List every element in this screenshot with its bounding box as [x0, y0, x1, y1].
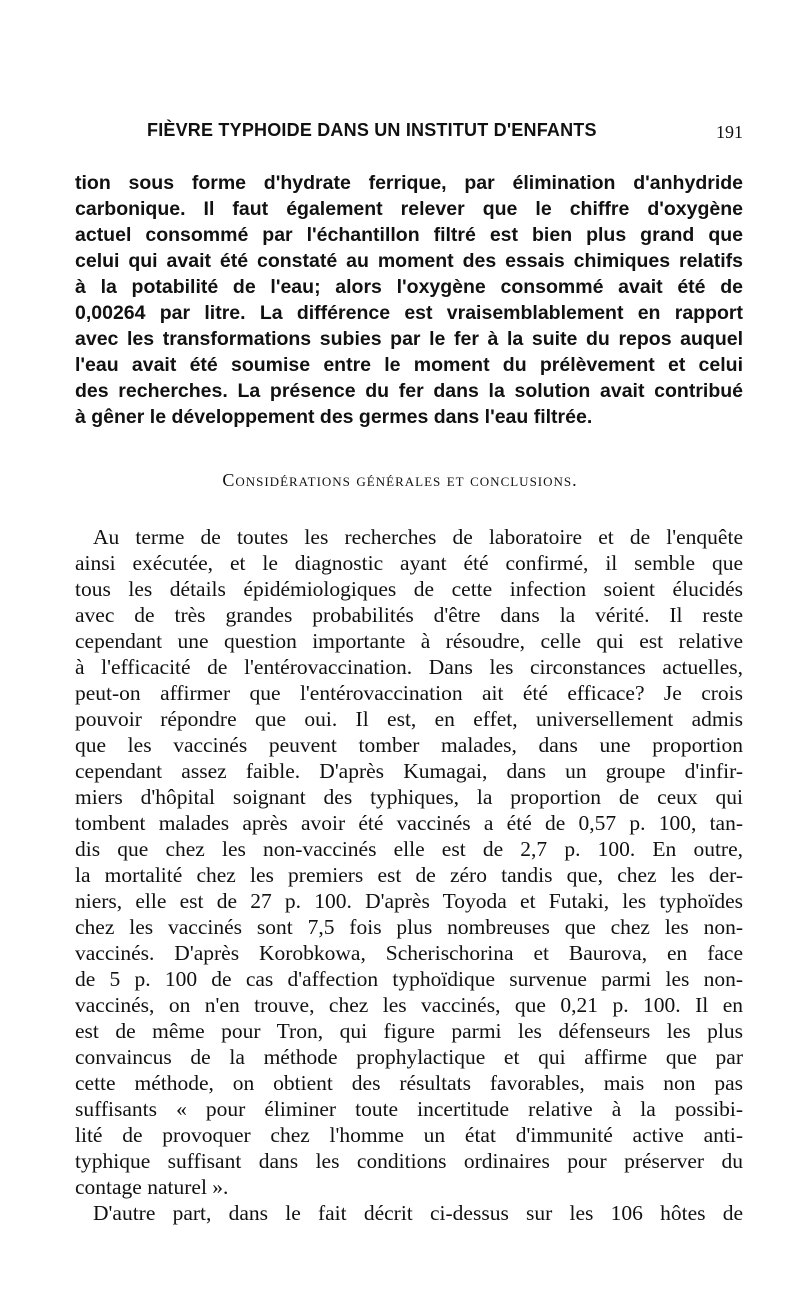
section-heading: Considérations générales et conclusions.	[222, 470, 578, 490]
paragraph-2-line: vaccinés. D'après Korobkowa, Scherischorina et Baurova, en face	[75, 941, 743, 965]
paragraph-2-line: cependant une question importante à résoudre, celle qui est relative	[75, 629, 743, 653]
paragraph-2-line: typhique suffisant dans les conditions ordinaires pour préserver du	[75, 1149, 743, 1173]
paragraph-2-line: pouvoir répondre que oui. Il est, en effet, universellement admis	[75, 707, 743, 731]
paragraph-2-line: tombent malades après avoir été vaccinés a été de 0,57 p. 100, tan-	[75, 811, 743, 835]
paragraph-1-line: tion sous forme d'hydrate ferrique, par élimination d'anhydride	[75, 172, 743, 194]
paragraph-2-line: contage naturel ».	[75, 1175, 229, 1199]
paragraph-2-line: à l'efficacité de l'entérovaccination. Dans les circonstances actuelles,	[75, 655, 743, 679]
paragraph-2-line: que les vaccinés peuvent tomber malades, dans une proportion	[75, 733, 743, 757]
paragraph-1-line: l'eau avait été soumise entre le moment du prélèvement et celui	[75, 354, 743, 376]
paragraph-3-line: D'autre part, dans le fait décrit ci-dessus sur les 106 hôtes de	[93, 1201, 743, 1225]
paragraph-2-line: est de même pour Tron, qui figure parmi les défenseurs les plus	[75, 1019, 743, 1043]
paragraph-2-line: suffisants « pour éliminer toute incertitude relative à la possibi-	[75, 1097, 743, 1121]
paragraph-2-line: vaccinés, on n'en trouve, chez les vaccinés, que 0,21 p. 100. Il en	[75, 993, 743, 1017]
paragraph-2-line: ainsi exécutée, et le diagnostic ayant été confirmé, il semble que	[75, 551, 743, 575]
paragraph-1-line: avec les transformations subies par le fer à la suite du repos auquel	[75, 328, 743, 350]
paragraph-1-line: 0,00264 par litre. La différence est vraisemblablement en rapport	[75, 302, 743, 324]
running-title: FIÈVRE TYPHOIDE DANS UN INSTITUT D'ENFANTS	[147, 120, 597, 140]
paragraph-2-line: de 5 p. 100 de cas d'affection typhoïdique survenue parmi les non-	[75, 967, 743, 991]
paragraph-1-line: celui qui avait été constaté au moment des essais chimiques relatifs	[75, 250, 743, 272]
paragraph-2-line: cependant assez faible. D'après Kumagai, dans un groupe d'infir-	[75, 759, 743, 783]
paragraph-2-line: peut-on affirmer que l'entérovaccination ait été efficace? Je crois	[75, 681, 743, 705]
paragraph-2-line: la mortalité chez les premiers est de zéro tandis que, chez les der-	[75, 863, 743, 887]
paragraph-2-line: niers, elle est de 27 p. 100. D'après Toyoda et Futaki, les typhoïdes	[75, 889, 743, 913]
paragraph-1-line: carbonique. Il faut également relever que le chiffre d'oxygène	[75, 198, 743, 220]
paragraph-2-line: chez les vaccinés sont 7,5 fois plus nombreuses que chez les non-	[75, 915, 743, 939]
paragraph-2-line: tous les détails épidémiologiques de cette infection soient élucidés	[75, 577, 743, 601]
paragraph-2-line: cette méthode, on obtient des résultats favorables, mais non pas	[75, 1071, 743, 1095]
paragraph-2-line: dis que chez les non-vaccinés elle est de 2,7 p. 100. En outre,	[75, 837, 743, 861]
paragraph-2-line: Au terme de toutes les recherches de laboratoire et de l'enquête	[93, 525, 743, 549]
paragraph-2-line: lité de provoquer chez l'homme un état d'immunité active anti-	[75, 1123, 743, 1147]
paragraph-2-line: miers d'hôpital soignant des typhiques, la proportion de ceux qui	[75, 785, 743, 809]
paragraph-2-line: avec de très grandes probabilités d'être dans la vérité. Il reste	[75, 603, 743, 627]
running-header	[75, 120, 743, 150]
paragraph-1-line: des recherches. La présence du fer dans la solution avait contribué	[75, 380, 743, 402]
paragraph-2-line: convaincus de la méthode prophylactique et qui affirme que par	[75, 1045, 743, 1069]
paragraph-1-line: à la potabilité de l'eau; alors l'oxygène consommé avait été de	[75, 276, 743, 298]
page-number: 191	[716, 122, 743, 142]
paragraph-1-line: à gêner le développement des germes dans l'eau filtrée.	[75, 406, 593, 428]
paragraph-1-line: actuel consommé par l'échantillon filtré est bien plus grand que	[75, 224, 743, 246]
